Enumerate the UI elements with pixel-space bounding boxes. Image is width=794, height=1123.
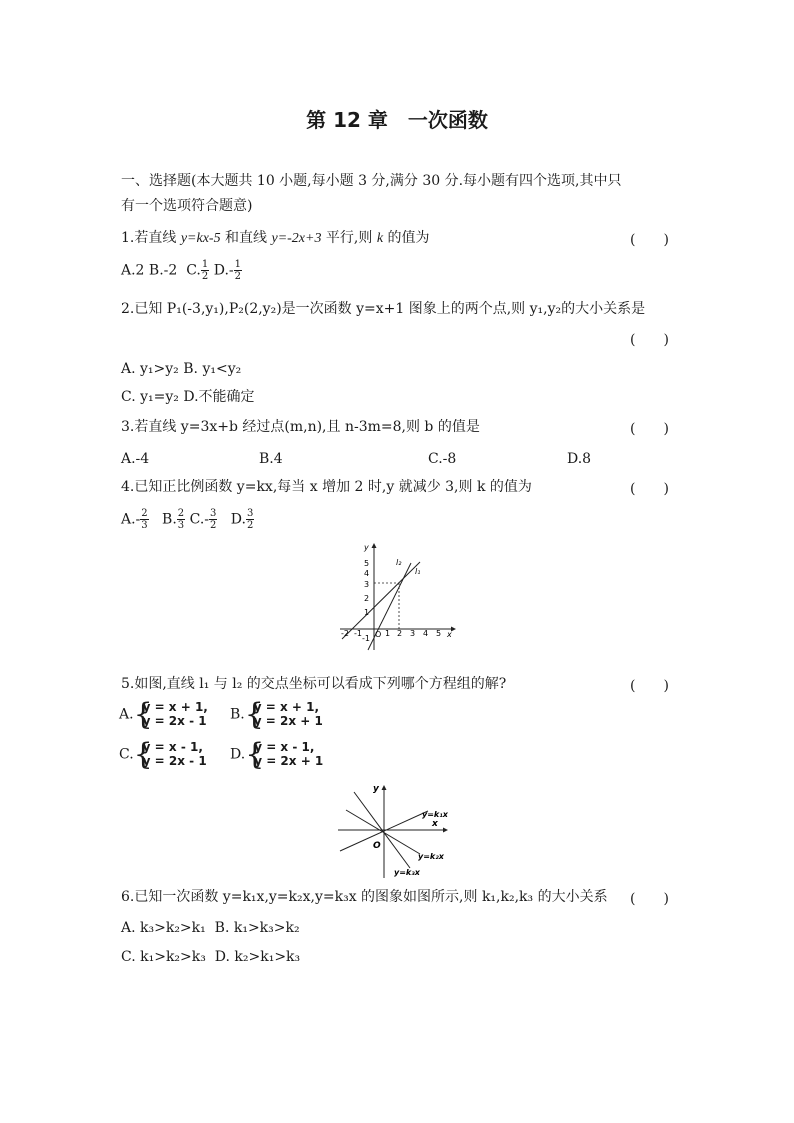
question-4-options <box>121 508 254 531</box>
fig1-y-arrow <box>372 543 377 548</box>
answer-paren-3: ( ) <box>630 421 669 437</box>
fig2-label-k2: y=k₂x <box>418 852 444 861</box>
q4-option-b-label: B. <box>162 511 177 528</box>
q2-option-a: A. y₁>y₂ <box>121 361 179 377</box>
q6-option-a: A. k₃>k₂>k₁ <box>121 920 206 936</box>
svg-text:-2: -2 <box>341 629 349 638</box>
answer-paren-2: ( ) <box>630 332 669 348</box>
fig2-label-k1: y=k₁x <box>422 810 448 819</box>
svg-text:5: 5 <box>364 559 370 568</box>
q5-option-b: B. { y = x + 1, y = 2x + 1 <box>230 697 323 732</box>
q1-var: k <box>376 231 384 246</box>
fig1-x-label: x <box>447 630 452 639</box>
svg-text:2: 2 <box>397 629 403 638</box>
q1-option-c-label: C. <box>186 262 201 279</box>
q2-option-d: D.不能确定 <box>183 389 255 405</box>
q3-option-a: A.-4 <box>121 451 150 467</box>
question-4-text: 4.已知正比例函数 y=kx,每当 x 增加 2 时,y 就减少 3,则 k 的值为 <box>121 479 532 495</box>
question-1-options <box>121 259 242 282</box>
question-2-text: 2.已知 P₁(-3,y₁),P₂(2,y₂)是一次函数 y=x+1 图象上的两个点,则 y₁,y₂的大小关系是 <box>121 301 646 317</box>
fig2-y-arrow <box>382 785 387 790</box>
q1-text-d: 的值为 <box>383 230 430 246</box>
figure-2-graph <box>336 780 458 880</box>
fig1-x-ticks <box>341 629 441 638</box>
q1-eq1: y=kx-5 <box>180 231 221 246</box>
q6-option-d: D. k₂>k₁>k₃ <box>214 949 301 965</box>
q1-text-b: 和直线 <box>220 230 272 246</box>
q3-option-d: D.8 <box>567 451 592 467</box>
svg-text:1: 1 <box>364 608 370 617</box>
fig1-x-arrow <box>451 627 456 632</box>
question-2-options-row1 <box>121 358 241 380</box>
q4-option-c-label: C.- <box>189 511 210 528</box>
answer-paren-1: ( ) <box>630 232 669 248</box>
question-5-text: 5.如图,直线 l₁ 与 l₂ 的交点坐标可以看成下列哪个方程组的解? <box>121 676 507 692</box>
q4-option-d-fraction: $\frac{3}{2}$ <box>246 508 254 531</box>
fig1-origin: O <box>375 630 382 639</box>
svg-text:5: 5 <box>436 629 442 638</box>
q3-option-c: C.-8 <box>428 451 457 467</box>
svg-text:4: 4 <box>423 629 429 638</box>
q5-option-a: A. { y = x + 1, y = 2x - 1 <box>119 697 208 732</box>
q6-option-b: B. k₁>k₃>k₂ <box>214 920 300 936</box>
question-1-text <box>121 227 430 250</box>
q1-text-c: 平行,则 <box>321 230 377 246</box>
fig2-label-k3: y=k₃x <box>394 868 420 877</box>
fig1-y-ticks <box>362 559 370 643</box>
fig2-x-label: x <box>432 819 438 829</box>
q1-option-a: A.2 <box>121 262 145 279</box>
page-title: 第 12 章 一次函数 <box>306 108 488 132</box>
q5-option-d: D. { y = x - 1, y = 2x + 1 <box>230 737 324 772</box>
svg-text:-1: -1 <box>362 634 370 643</box>
q2-option-b: B. y₁<y₂ <box>183 361 242 377</box>
answer-paren-6: ( ) <box>630 891 669 907</box>
svg-text:-1: -1 <box>354 629 362 638</box>
q4-option-c-fraction: $\frac{3}{2}$ <box>210 508 217 531</box>
q1-option-c-fraction: $\frac{1}{2}$ <box>201 259 209 282</box>
svg-text:2: 2 <box>364 594 370 603</box>
fig1-label-l2: l₂ <box>396 558 402 567</box>
question-6-options-row1 <box>121 917 300 939</box>
answer-paren-5: ( ) <box>630 678 669 694</box>
q1-option-d-label: D.- <box>213 262 234 279</box>
q4-option-a-fraction: $\frac{2}{3}$ <box>141 508 148 531</box>
svg-text:1: 1 <box>385 629 391 638</box>
q4-option-b-fraction: $\frac{2}{3}$ <box>177 508 185 531</box>
question-6-options-row2 <box>121 946 300 968</box>
svg-text:4: 4 <box>364 569 370 578</box>
question-6-text: 6.已知一次函数 y=k₁x,y=k₂x,y=k₃x 的图象如图所示,则 k₁,k₂,k₃ 的大小关系 <box>121 889 608 905</box>
q5-option-c: C. { y = x - 1, y = 2x - 1 <box>119 737 207 772</box>
fig1-line-l1 <box>342 562 420 639</box>
figure-1-graph <box>338 540 458 652</box>
fig2-y-label: y <box>373 784 379 794</box>
fig1-y-label: y <box>364 543 369 552</box>
svg-text:3: 3 <box>364 580 370 589</box>
answer-paren-4: ( ) <box>630 481 669 497</box>
q4-option-a-label: A.- <box>121 511 141 528</box>
q3-option-b: B.4 <box>259 451 283 467</box>
svg-text:3: 3 <box>410 629 416 638</box>
fig2-x-arrow <box>443 828 448 833</box>
question-3-text: 3.若直线 y=3x+b 经过点(m,n),且 n-3m=8,则 b 的值是 <box>121 419 480 435</box>
fig2-origin: O <box>373 841 381 851</box>
q4-option-d-label: D. <box>230 511 246 528</box>
q1-option-b: B.-2 <box>148 262 178 279</box>
question-2-options-row2 <box>121 386 255 408</box>
section-header-line1: 一、选择题(本大题共 10 小题,每小题 3 分,满分 30 分.每小题有四个选项,其中只 <box>121 173 622 189</box>
q6-option-c: C. k₁>k₂>k₃ <box>121 949 206 965</box>
q1-eq2: y=-2x+3 <box>271 231 322 246</box>
q1-text-a: 1.若直线 <box>121 230 181 246</box>
fig1-label-l1: l₁ <box>415 567 421 576</box>
section-header-line2: 有一个选项符合题意) <box>121 198 253 214</box>
q2-option-c: C. y₁=y₂ <box>121 389 179 405</box>
q1-option-d-fraction: $\frac{1}{2}$ <box>234 259 241 282</box>
